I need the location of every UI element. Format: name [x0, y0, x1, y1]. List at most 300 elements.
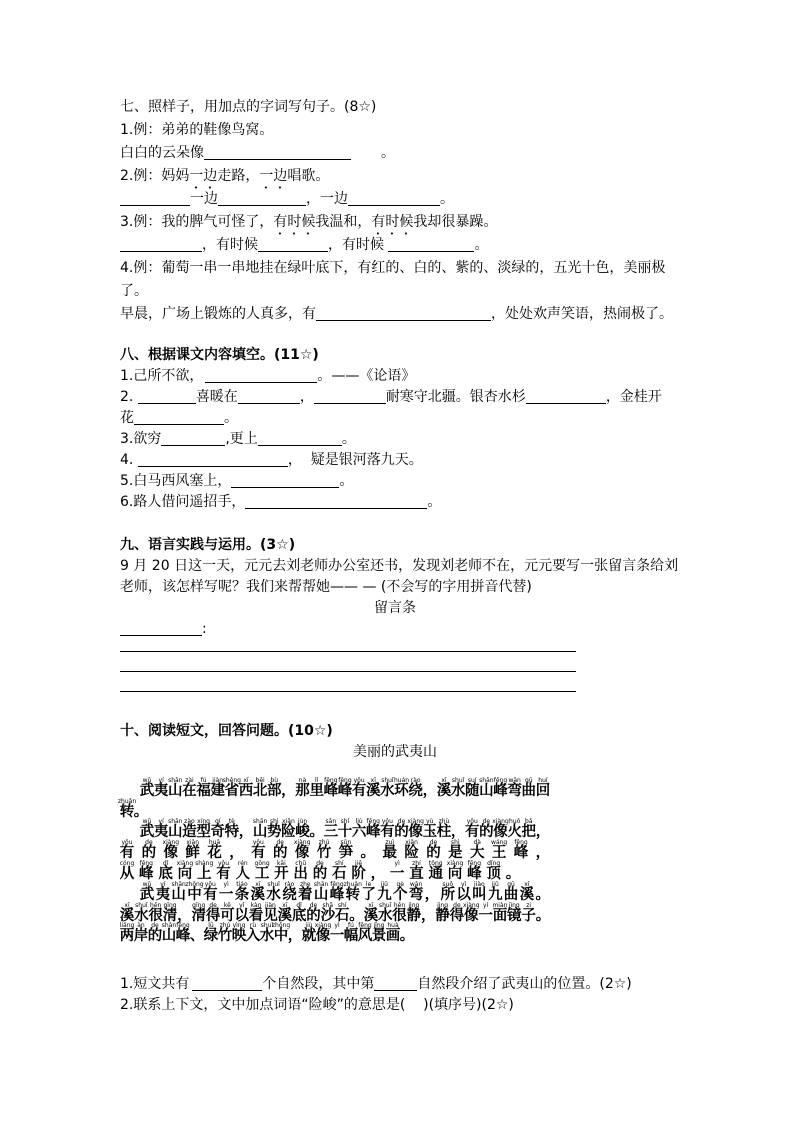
- passage-line: [120, 839, 550, 860]
- ruby-char: [506, 860, 520, 881]
- paragraph-text: 9 月 20 日这一天，元元去刘老师办公室还书，发现刘老师不在，元元要写一张留言条给刘: [120, 557, 679, 574]
- hanzi-char: 绕: [282, 886, 297, 903]
- hanzi-char: 曲: [521, 782, 537, 799]
- pinyin-syllable: qū: [507, 880, 515, 888]
- section-title: 七、照样子，用加点的字词写句子。(8☆): [120, 99, 377, 115]
- pinyin-syllable: jìng: [508, 901, 520, 909]
- pinyin-syllable: zhú: [318, 839, 330, 847]
- hanzi-char: 沙: [320, 907, 336, 924]
- ruby-char: [390, 860, 404, 881]
- pinyin-syllable: tè: [228, 818, 235, 826]
- ruby-char: [120, 860, 134, 881]
- pinyin-syllable: wān: [409, 880, 423, 888]
- pinyin-syllable: shuǐ: [451, 776, 465, 784]
- pinyin-syllable: xiàng: [407, 818, 424, 826]
- question-text: 2.联系上下文，文中加点词语“险峻”的意思是( )(填序号)(2☆): [120, 997, 514, 1014]
- pinyin-syllable: shān: [168, 818, 183, 826]
- example-text: 了。: [120, 283, 148, 299]
- pinyin-syllable: lǐ: [315, 776, 319, 784]
- pinyin-syllable: yǒu: [466, 818, 478, 826]
- section-10-title: [120, 721, 680, 742]
- ruby-char: [425, 881, 439, 902]
- ruby-char: [278, 902, 292, 923]
- pinyin-syllable: xiàng: [492, 818, 509, 826]
- ruby-char: [536, 839, 550, 860]
- ruby-char: [405, 839, 419, 860]
- ruby-char: [197, 777, 211, 798]
- ruby-char: [352, 777, 366, 798]
- hanzi-char: 画: [385, 928, 401, 945]
- pinyin-syllable: suí: [467, 776, 477, 784]
- hanzi-char: 最: [382, 845, 397, 862]
- note-writing-lines: [120, 632, 680, 692]
- ruby-char: [134, 902, 148, 923]
- hanzi-char: 西: [238, 782, 254, 799]
- hanzi-char: ，: [229, 845, 244, 862]
- pinyin-syllable: fēng: [467, 859, 482, 867]
- hanzi-char: ，: [535, 824, 551, 841]
- hanzi-char: ，: [450, 824, 466, 841]
- ruby-char: [330, 922, 344, 943]
- answer-blank: [138, 454, 288, 467]
- ruby-char: [263, 902, 277, 923]
- ruby-char: [400, 922, 414, 943]
- pinyin-syllable: kě: [223, 901, 231, 909]
- ruby-char: [172, 881, 186, 902]
- section-9: [120, 535, 680, 692]
- pinyin-syllable: sǔn: [340, 839, 352, 847]
- pinyin-syllable: xiàng: [162, 839, 180, 847]
- pinyin-syllable: bǎ: [525, 818, 533, 826]
- ruby-char: [364, 902, 378, 923]
- passage-line: [120, 881, 550, 902]
- note-title: 留言条: [374, 599, 416, 616]
- hanzi-char: 镜: [507, 907, 522, 924]
- pinyin-syllable: jiào: [474, 880, 485, 888]
- pinyin-syllable: rào: [410, 776, 421, 784]
- ruby-char: [140, 881, 154, 902]
- pinyin-syllable: shān: [168, 776, 183, 784]
- question-text: 耐寒守北疆。银杏水杉: [385, 388, 526, 405]
- hanzi-char: 山: [161, 928, 177, 945]
- ruby-char: [338, 777, 352, 798]
- ruby-char: [148, 922, 162, 943]
- hanzi-char: 石: [332, 865, 347, 882]
- hanzi-char: 玉: [422, 824, 438, 841]
- answer-text: 。: [474, 237, 489, 253]
- pinyin-syllable: de: [453, 901, 461, 909]
- hanzi-char: 石: [334, 907, 350, 924]
- ruby-char: [282, 881, 296, 902]
- pinyin-syllable: gōng: [254, 859, 270, 867]
- hanzi-char: ，: [370, 865, 386, 882]
- ruby-char: [190, 922, 204, 943]
- hanzi-char: 像: [493, 824, 508, 841]
- pinyin-syllable: fēng: [139, 859, 153, 867]
- pinyin-syllable: xiàng: [463, 901, 480, 909]
- hanzi-char: 就: [301, 928, 317, 945]
- question-text: 个自然段，其中第: [262, 976, 375, 993]
- q2-answer: [120, 188, 680, 211]
- hanzi-char: ，: [287, 928, 303, 945]
- ruby-char: [219, 881, 233, 902]
- ruby-char: [421, 902, 435, 923]
- ruby-char: [395, 777, 409, 798]
- hanzi-char: 福: [196, 782, 211, 799]
- ruby-char: [362, 881, 376, 902]
- section-title: 九、语言实践与运用。(3☆): [120, 536, 296, 553]
- hanzi-char: 向: [447, 865, 463, 882]
- hanzi-char: 的: [306, 907, 321, 924]
- hanzi-char: 九: [377, 886, 392, 903]
- pinyin-syllable: shuǐ: [267, 880, 280, 888]
- hanzi-char: 清: [162, 907, 178, 924]
- ruby-char: [222, 776, 241, 799]
- hanzi-char: 部: [267, 782, 282, 799]
- pinyin-syllable: liù: [355, 818, 363, 826]
- ruby-char: [423, 818, 437, 839]
- pinyin-syllable: lǜ: [208, 922, 214, 930]
- hanzi-char: 王: [491, 845, 507, 862]
- pinyin-syllable: zuì: [385, 839, 394, 847]
- pinyin-syllable: xiǎn: [282, 818, 295, 826]
- pinyin-syllable: hěn: [150, 901, 162, 909]
- ruby-char: [298, 881, 312, 902]
- writing-line: [120, 672, 576, 692]
- hanzi-char: 。: [399, 928, 415, 945]
- hanzi-char: 风: [357, 928, 373, 945]
- answer-blank: [526, 391, 606, 404]
- ruby-char: [344, 922, 358, 943]
- hanzi-char: 以: [234, 907, 249, 924]
- pinyin-syllable: yìng: [232, 922, 246, 930]
- hanzi-char: 省: [224, 782, 240, 799]
- ruby-char: [366, 777, 380, 798]
- answer-blank: [316, 308, 491, 321]
- hanzi-char: 岸: [133, 928, 149, 945]
- ruby-char: [229, 839, 243, 860]
- answer-blank: [120, 193, 190, 206]
- pinyin-syllable: fēng: [176, 922, 190, 930]
- example-text: 3.例：我的脾气可怪了，: [120, 214, 274, 230]
- hanzi-char: 山: [171, 886, 186, 903]
- ruby-char: [149, 902, 163, 923]
- hanzi-char: 两: [119, 928, 135, 945]
- pinyin-syllable: yǒu: [381, 818, 393, 826]
- hanzi-char: 峰: [329, 886, 345, 903]
- hanzi-char: 。: [535, 886, 550, 903]
- pinyin-syllable: yí: [160, 880, 166, 888]
- pinyin-syllable: miàn: [492, 901, 508, 909]
- pinyin-syllable: fēng: [514, 839, 528, 847]
- section-title: 十、阅读短文，回答问题。(10☆): [120, 722, 333, 739]
- ruby-char: [409, 818, 423, 839]
- s8-q4: [120, 450, 680, 471]
- pinyin-syllable: de: [316, 859, 324, 867]
- pinyin-syllable: shuǐ: [260, 922, 274, 930]
- hanzi-char: 了: [361, 886, 376, 903]
- hanzi-char: 水: [259, 928, 275, 945]
- hanzi-char: 峰: [513, 845, 529, 862]
- question-text: 喜暖在: [195, 388, 238, 405]
- ruby-char: [154, 777, 168, 798]
- ruby-char: [253, 818, 267, 839]
- pinyin-syllable: xī: [524, 880, 530, 888]
- hanzi-char: 叫: [472, 886, 487, 903]
- hanzi-char: 峰: [323, 782, 339, 799]
- ruby-char: [294, 860, 308, 881]
- ruby-char: [470, 839, 484, 860]
- pinyin-syllable: xī: [255, 880, 261, 888]
- ruby-char: [352, 818, 366, 839]
- dotted-word: 一边: [259, 168, 288, 184]
- ruby-char: [296, 777, 310, 798]
- ruby-char: [134, 922, 148, 943]
- pinyin-syllable: zhù: [438, 818, 450, 826]
- hanzi-char: 随: [464, 782, 480, 799]
- hanzi-char: 山: [168, 782, 183, 799]
- hanzi-char: 山: [168, 824, 183, 841]
- answer-blank: [134, 412, 224, 425]
- hanzi-char: 溪: [519, 886, 535, 903]
- example-text: 2.例：妈妈: [120, 168, 190, 184]
- pinyin-syllable: jiǔ: [380, 880, 388, 888]
- ruby-char: [267, 777, 281, 798]
- ruby-char: [437, 777, 451, 798]
- passage-line: [120, 902, 550, 923]
- hanzi-char: 溪: [366, 782, 381, 799]
- answer-text: ，有时候: [202, 237, 258, 253]
- ruby-char: [358, 922, 372, 943]
- ruby-char: [273, 839, 287, 860]
- hanzi-char: 武: [139, 886, 155, 903]
- ruby-char: [522, 777, 536, 798]
- q4-example-line-1: [120, 257, 680, 280]
- hanzi-char: 柱: [436, 824, 452, 841]
- hanzi-char: ，: [281, 782, 296, 799]
- hanzi-char: 见: [263, 907, 278, 924]
- answer-blank: [161, 433, 225, 446]
- hanzi-char: 弯: [408, 886, 424, 903]
- ruby-char: [451, 777, 465, 798]
- answer-text: 。: [440, 191, 454, 207]
- hanzi-char: 武: [139, 824, 155, 841]
- hanzi-char: 阶: [351, 865, 366, 882]
- hanzi-char: 武: [139, 782, 155, 799]
- example-text: 我温和，: [315, 214, 372, 230]
- ruby-char: [479, 818, 493, 839]
- pinyin-syllable: yì: [334, 922, 340, 930]
- hanzi-char: 。: [309, 824, 324, 841]
- answer-blank: [348, 193, 440, 206]
- example-text: 走路，: [217, 168, 260, 184]
- answer-text: ，一边: [306, 191, 348, 207]
- ruby-char: [142, 839, 156, 860]
- hanzi-char: 有: [203, 886, 218, 903]
- ruby-char: [281, 818, 295, 839]
- ruby-char: [437, 818, 451, 839]
- pinyin-syllable: de: [429, 839, 438, 847]
- hanzi-char: 溪: [250, 886, 266, 903]
- q4-example-line-2: [120, 280, 680, 303]
- pinyin-syllable: yǒu: [353, 776, 365, 784]
- hanzi-char: 溪: [119, 907, 135, 924]
- hanzi-char: 工: [254, 865, 270, 882]
- pinyin-syllable: chū: [295, 859, 307, 867]
- hanzi-char: 绕: [408, 782, 423, 799]
- ruby-char: [253, 777, 267, 798]
- pinyin-syllable: yǐ: [460, 880, 467, 888]
- pinyin-syllable: wáng: [491, 839, 508, 847]
- answer-blank: [245, 496, 427, 509]
- pinyin-syllable: jiù: [305, 922, 313, 930]
- ruby-char: [335, 902, 349, 923]
- pinyin-syllable: fēng: [324, 776, 338, 784]
- answer-blank: [238, 391, 300, 404]
- pinyin-syllable: xī: [124, 901, 130, 909]
- pinyin-syllable: shí: [340, 818, 350, 826]
- ruby-char: [536, 881, 550, 902]
- pinyin-syllable: zhuǎn: [117, 797, 137, 805]
- passage-line: [120, 923, 680, 944]
- pinyin-syllable: yǒu: [252, 839, 264, 847]
- pinyin-syllable: cóng: [119, 859, 135, 867]
- s8-q6: [120, 492, 680, 513]
- ruby-char: [296, 818, 310, 839]
- hanzi-char: 一: [218, 886, 234, 903]
- pinyin-syllable: sān: [325, 818, 337, 826]
- hanzi-char: 在: [182, 782, 197, 799]
- ruby-char: [371, 860, 385, 881]
- pinyin-syllable: fēng: [330, 880, 344, 888]
- ruby-char: [235, 902, 249, 923]
- ruby-char: [225, 818, 239, 839]
- pinyin-syllable: yí: [482, 901, 489, 909]
- ruby-char: [271, 922, 291, 945]
- hanzi-char: 一: [478, 907, 493, 924]
- ruby-char: [492, 839, 506, 860]
- hanzi-char: 北: [252, 782, 268, 799]
- hanzi-char: 有: [216, 865, 231, 882]
- s8-q2-continued: [120, 408, 680, 429]
- question-text: 2.: [120, 388, 138, 405]
- hanzi-char: 笋: [338, 845, 354, 862]
- ruby-char: [177, 902, 191, 923]
- ruby-char: [314, 881, 328, 902]
- ruby-char: [120, 922, 134, 943]
- hanzi-char: 山: [479, 782, 494, 799]
- ruby-char: [451, 818, 465, 839]
- hanzi-char: 夷: [153, 824, 169, 841]
- hanzi-char: 景: [371, 928, 387, 945]
- ruby-char: [395, 818, 409, 839]
- pinyin-syllable: shàng: [195, 859, 214, 867]
- answer-blank: [388, 239, 474, 252]
- hanzi-char: 一: [389, 865, 405, 882]
- hanzi-char: 有: [351, 782, 367, 799]
- answer-blank: [138, 391, 196, 404]
- ruby-char: [162, 922, 176, 943]
- answer-blank: [192, 978, 262, 991]
- hanzi-char: 鲜: [185, 845, 200, 862]
- pinyin-syllable: shān: [313, 880, 329, 888]
- question-text: 花: [120, 409, 134, 426]
- ruby-char: [457, 881, 471, 902]
- pinyin-syllable: huā: [208, 839, 221, 847]
- example-text: 4.例：葡萄一串一串地挂在绿叶底下，有红的、白的、紫的、淡绿的，五光十色，美丽极: [120, 260, 666, 276]
- pinyin-syllable: wǔ: [142, 776, 152, 784]
- hanzi-char: 转: [119, 803, 135, 820]
- pinyin-syllable: de: [276, 839, 284, 847]
- hanzi-char: 绿: [203, 928, 219, 945]
- pinyin-syllable: xiān: [186, 839, 200, 847]
- ruby-char: [156, 881, 170, 902]
- question-text: 1.己所不欲，: [120, 367, 204, 384]
- hanzi-char: 很: [148, 907, 163, 924]
- ruby-char: [372, 922, 386, 943]
- writing-line: [120, 652, 576, 672]
- hanzi-char: 幅: [343, 928, 359, 945]
- s8-q1: [120, 366, 680, 387]
- pinyin-syllable: yì: [223, 880, 229, 888]
- answer-blank: [258, 433, 342, 446]
- pinyin-syllable: fú: [348, 922, 354, 930]
- answer-blank: [204, 147, 351, 160]
- hanzi-char: 水: [380, 782, 395, 799]
- pinyin-syllable: jiàn: [212, 776, 224, 784]
- ruby-char: [203, 881, 217, 902]
- ruby-char: [522, 902, 536, 923]
- pinyin-syllable: wǔ: [142, 818, 152, 826]
- ruby-char: [140, 818, 154, 839]
- ruby-char: [514, 839, 528, 860]
- hanzi-char: 以: [456, 886, 471, 903]
- pinyin-syllable: shí: [334, 859, 344, 867]
- ruby-char: [159, 860, 173, 881]
- ruby-char: [306, 902, 320, 923]
- hanzi-char: 竹: [217, 928, 233, 945]
- ruby-char: [246, 922, 260, 943]
- ruby-char: [164, 839, 178, 860]
- ruby-char: [494, 777, 508, 798]
- hanzi-char: 九: [487, 886, 503, 903]
- ruby-char: [338, 818, 352, 839]
- s10-q1: [120, 974, 680, 995]
- ruby-char: [176, 922, 190, 943]
- passage-line: [117, 797, 680, 820]
- pinyin-syllable: fēng: [358, 922, 372, 930]
- ruby-char: [236, 860, 250, 881]
- pinyin-syllable: dà: [473, 839, 481, 847]
- pinyin-syllable: zhe: [299, 880, 311, 888]
- pinyin-syllable: shuǐ: [381, 776, 394, 784]
- q1-example: [120, 119, 680, 142]
- hanzi-char: 火: [507, 824, 522, 841]
- ruby-char: [197, 818, 211, 839]
- ruby-char: [192, 902, 206, 923]
- pinyin-syllable: dǐng: [487, 859, 501, 867]
- question-text: ， 疑是银河落九天。: [287, 451, 423, 468]
- hanzi-char: 、: [189, 928, 205, 945]
- pinyin-syllable: le: [365, 880, 372, 888]
- ruby-char: [208, 839, 222, 860]
- hanzi-char: 直: [409, 865, 424, 882]
- example-text: 1.例：弟弟的鞋像鸟窝。: [120, 122, 274, 138]
- pinyin-syllable: bù: [270, 776, 279, 784]
- hanzi-char: 条: [234, 886, 250, 903]
- hanzi-char: 峰: [139, 865, 154, 882]
- question-text: ，金桂开: [605, 388, 662, 405]
